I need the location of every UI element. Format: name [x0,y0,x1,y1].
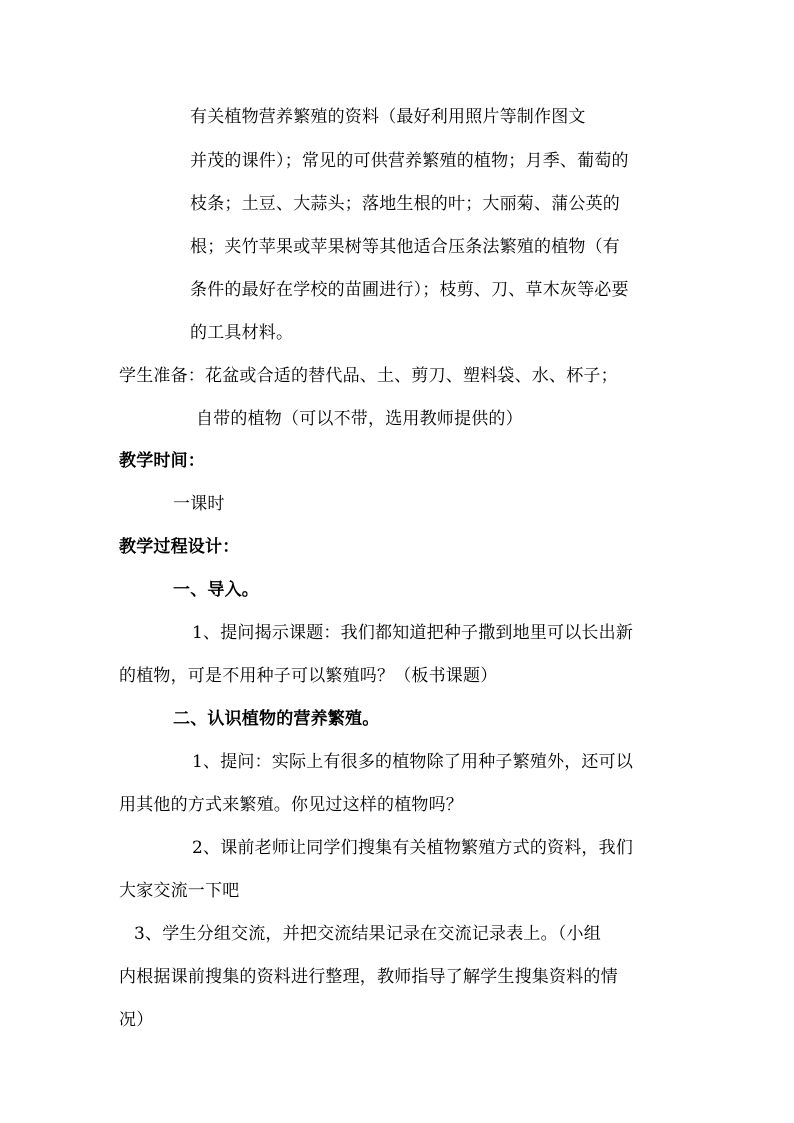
section-intro-heading: 一、导入。 [173,580,259,600]
vegetative-item-2-line-2: 大家交流一下吧 [119,881,240,901]
teaching-process-heading: 教学过程设计： [119,537,240,557]
vegetative-item-3-line-3: 况） [119,1010,154,1030]
vegetative-item-3-line-2: 内根据课前搜集的资料进行整理，教师指导了解学生搜集资料的情 [119,967,618,987]
materials-line-6: 的工具材料。 [190,323,294,343]
vegetative-item-1-line-2: 用其他的方式来繁殖。你见过这样的植物吗？ [119,795,463,815]
materials-line-4: 根；夹竹苹果或苹果树等其他适合压条法繁殖的植物（有 [190,237,620,257]
materials-line-5: 条件的最好在学校的苗圃进行）；枝剪、刀、草木灰等必要 [190,280,629,300]
intro-item-1-line-1: 1、提问揭示课题：我们都知道把种子撒到地里可以长出新 [192,623,634,643]
section-vegetative-heading: 二、认识植物的营养繁殖。 [173,709,380,729]
student-prep-line-1: 学生准备：花盆或合适的替代品、土、剪刀、塑料袋、水、杯子； [119,366,618,386]
teaching-time-heading: 教学时间： [119,451,205,471]
vegetative-item-3-line-1: 3、学生分组交流，并把交流结果记录在交流记录表上。（小组 [134,924,601,944]
vegetative-item-2-line-1: 2、课前老师让同学们搜集有关植物繁殖方式的资料，我们 [192,838,634,858]
teaching-time-value: 一课时 [173,494,225,514]
materials-line-3: 枝条；土豆、大蒜头；落地生根的叶；大丽菊、蒲公英的 [190,194,620,214]
materials-line-2: 并茂的课件）；常见的可供营养繁殖的植物；月季、葡萄的 [190,151,629,171]
materials-line-1: 有关植物营养繁殖的资料（最好利用照片等制作图文 [190,107,586,127]
student-prep-line-2: 自带的植物（可以不带，选用教师提供的） [196,409,523,429]
vegetative-item-1-line-1: 1、提问：实际上有很多的植物除了用种子繁殖外，还可以 [192,752,634,772]
intro-item-1-line-2: 的植物，可是不用种子可以繁殖吗？（板书课题） [119,666,498,686]
